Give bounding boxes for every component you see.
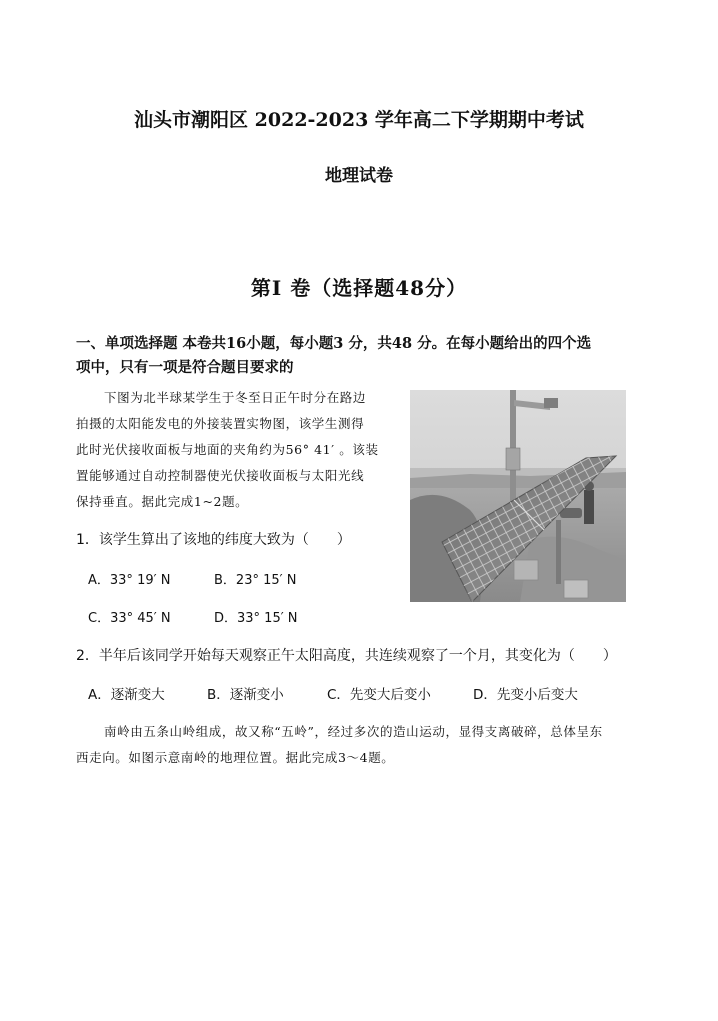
question-1-option-d: D．33° 15′ N xyxy=(214,611,298,626)
instruction-line-2: 项中，只有一项是符合题目要求的 xyxy=(76,359,294,376)
passage-1-line: 保持垂直。据此完成1~2题。 xyxy=(76,494,249,509)
passage-1-line: 置能够通过自动控制器使光伏接收面板与太阳光线 xyxy=(76,468,365,483)
passage-2-line-2: 西走向。如图示意南岭的地理位置。据此完成3～4题。 xyxy=(76,750,395,765)
passage-1-line: 下图为北半球某学生于冬至日正午时分在路边 xyxy=(104,390,367,405)
passage-1-line: 此时光伏接收面板与地面的夹角约为56° 41′ 。该装 xyxy=(76,442,379,457)
question-2-stem: 2．半年后该同学开始每天观察正午太阳高度，共连续观察了一个月，其变化为（ ） xyxy=(76,648,617,664)
question-1-option-c: C．33° 45′ N xyxy=(88,611,171,626)
question-1-stem: 1．该学生算出了该地的纬度大致为（ ） xyxy=(76,532,351,548)
exam-title: 汕头市潮阳区 2022-2023 学年高二下学期期中考试 xyxy=(134,109,584,131)
question-2-option-c: C．先变大后变小 xyxy=(327,687,431,703)
passage-2-line-1: 南岭由五条山岭组成，故又称“五岭”，经过多次的造山运动，显得支离破碎，总体呈东 xyxy=(104,724,603,739)
question-1-option-b: B．23° 15′ N xyxy=(214,573,297,588)
exam-subtitle: 地理试卷 xyxy=(325,166,393,186)
instruction-line-1: 一、单项选择题 本卷共16小题，每小题3 分，共48 分。在每小题给出的四个选 xyxy=(76,335,592,352)
question-2-option-b: B．逐渐变小 xyxy=(207,687,284,703)
question-2-option-d: D．先变小后变大 xyxy=(473,687,578,703)
question-1-option-a: A．33° 19′ N xyxy=(88,573,171,588)
solar-panel-photo xyxy=(410,390,626,602)
question-2-option-a: A．逐渐变大 xyxy=(88,687,165,703)
section-heading: 第Ⅰ 卷（选择题48分） xyxy=(250,276,468,300)
passage-1-line: 拍摄的太阳能发电的外接装置实物图，该学生测得 xyxy=(76,416,365,431)
